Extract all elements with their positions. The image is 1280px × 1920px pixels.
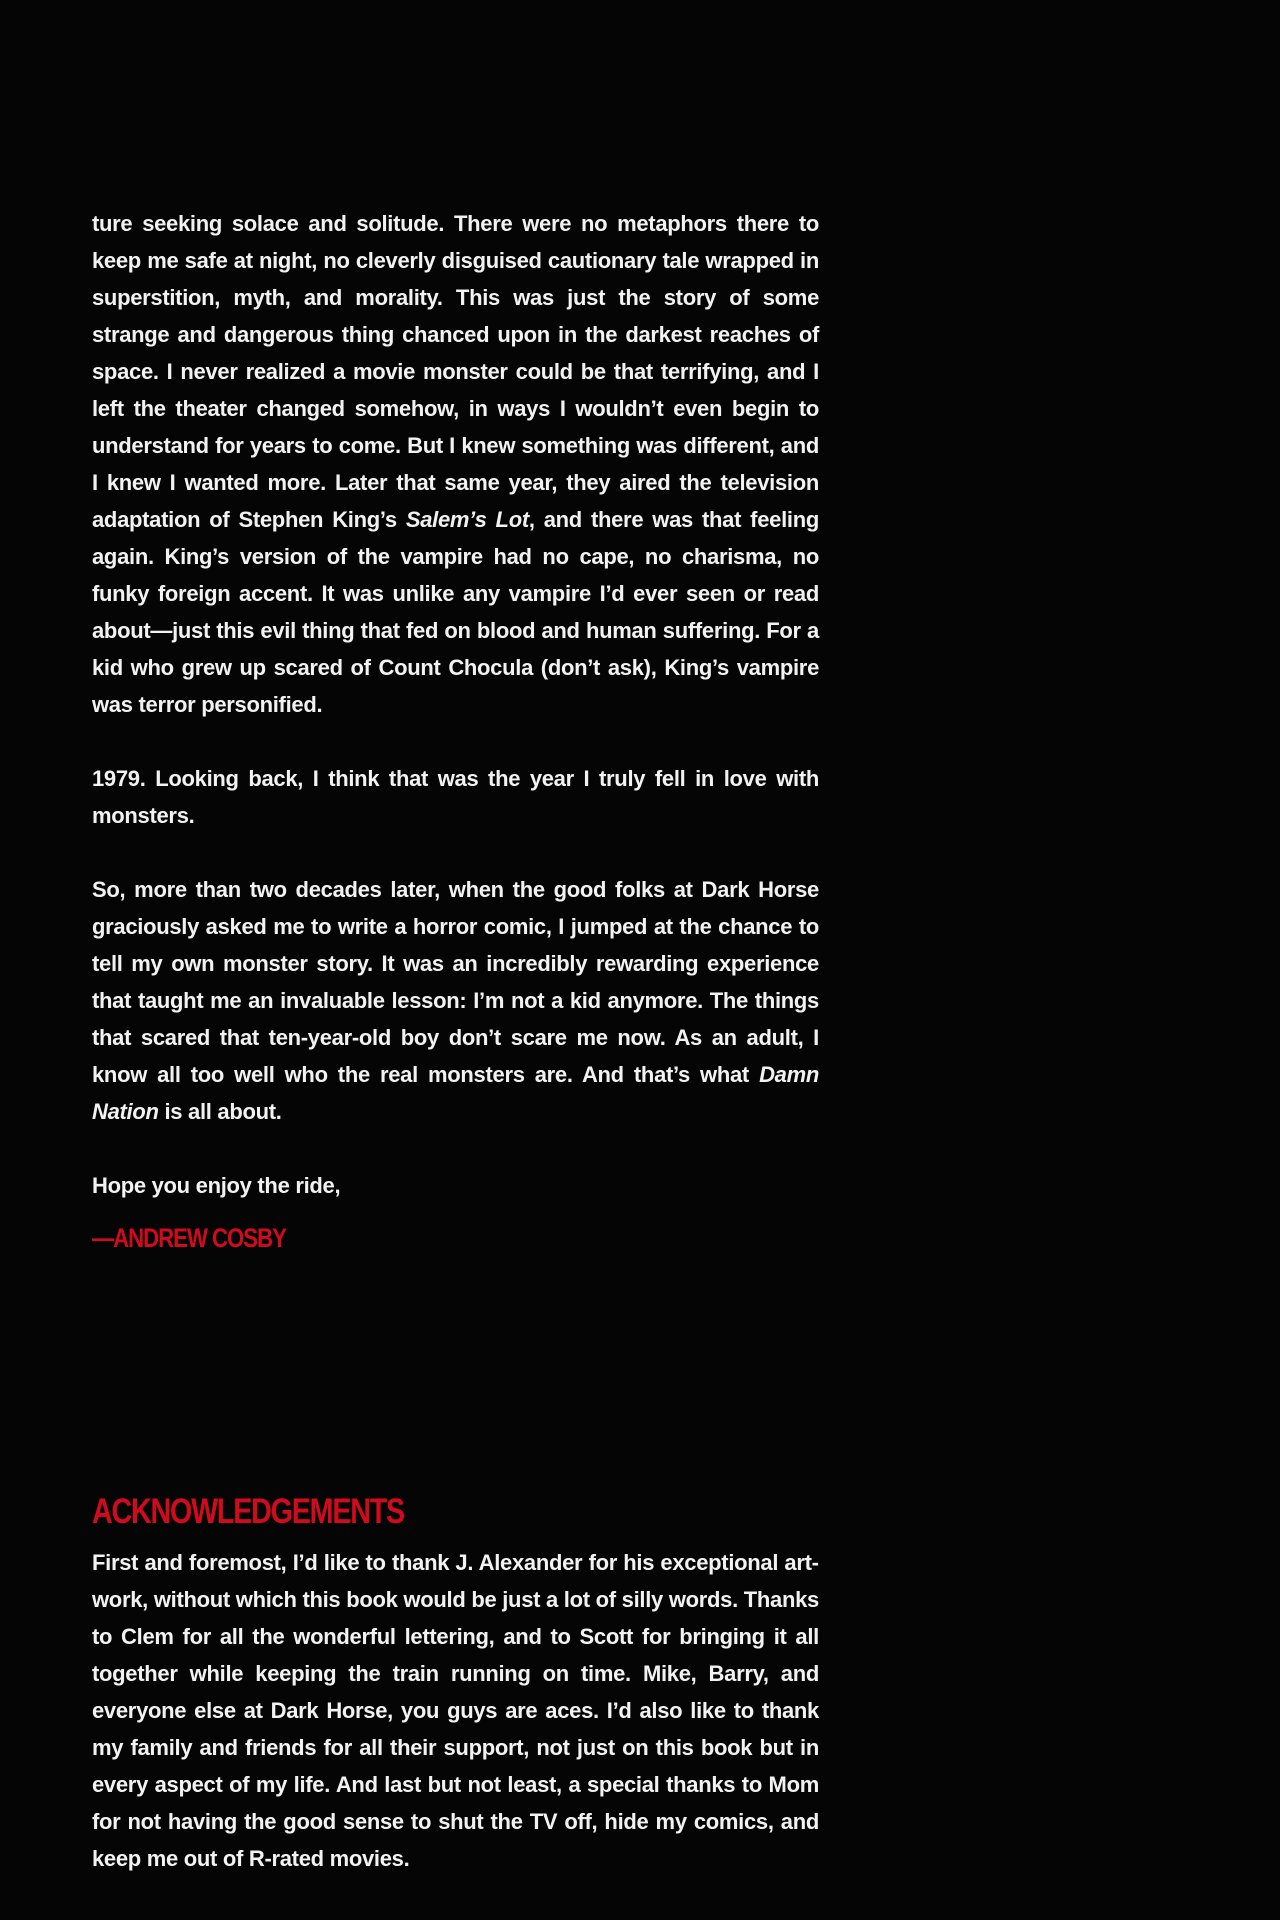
acknowledgements-heading: ACKNOWLEDGEMENTS bbox=[92, 1492, 404, 1531]
essay-paragraph-2: 1979. Looking back, I think that was the year I truly fell in love with monsters. bbox=[92, 766, 819, 828]
essay-paragraph-1 bbox=[92, 205, 819, 723]
damn-nation-title: Damn Nation bbox=[92, 1062, 819, 1124]
acknowledgements-body: First and foremost, I’d like to thank J. Alexander for his exceptional artwork, without which this book would be just a lot of silly words. Thanks to Clem for all the wonderful lettering, and to Scott for bringing it all together while keeping the train running on time. Mike, Barry, and everyone else at Dark Horse, you guys are aces. I’d also like to thank my family and friends for all their support, not just on this book but in every aspect of my life. And last but not least, a special thanks to Mom for not having the good sense to shut the TV off, hide my comics, and keep me out of R-rated movies. bbox=[92, 1550, 819, 1871]
essay-paragraph-3 bbox=[92, 871, 819, 1130]
essay-paragraph-3-text-b: is all about. bbox=[158, 1099, 282, 1124]
salems-lot-title: Salem’s Lot bbox=[405, 507, 529, 532]
essay-body bbox=[92, 205, 819, 1257]
essay-paragraph-3-text-a: So, more than two decades later, when the good folks at Dark Horse graciously asked me to write a horror comic, I jumped at the chance to tell my own monster story. It was an incredibly rewarding experience that taught me an invaluable lesson: I’m not a kid anymore. The things that scared that ten-year-old boy don’t scare me now. As an adult, I know all too well who the real monsters are. And that’s what bbox=[92, 877, 819, 1087]
author-signature: —ANDREW COSBY bbox=[92, 1223, 286, 1253]
essay-paragraph-1-text-b: , and there was that feeling again. King’s version of the vampire had no cape, no charisma, no funky foreign accent. It was unlike any vampire I’d ever seen or read about—just this evil thing that fed on blood and human suffering. For a kid who grew up scared of Count Chocula (don’t ask), King’s vampire was terror personified. bbox=[92, 507, 819, 717]
essay-paragraph-1-text-a: ture seeking solace and solitude. There were no metaphors there to keep me safe at night, no cleverly disguised cautionary tale wrapped in superstition, myth, and morality. This was just the story of some strange and dangerous thing chanced upon in the darkest reaches of space. I never realized a movie monster could be that terrifying, and I left the theater changed somehow, in ways I wouldn’t even begin to understand for years to come. But I knew something was different, and I knew I wanted more. Later that same year, they aired the television adaptation of Stephen King’s bbox=[92, 211, 819, 532]
essay-signoff: Hope you enjoy the ride, bbox=[92, 1173, 341, 1198]
